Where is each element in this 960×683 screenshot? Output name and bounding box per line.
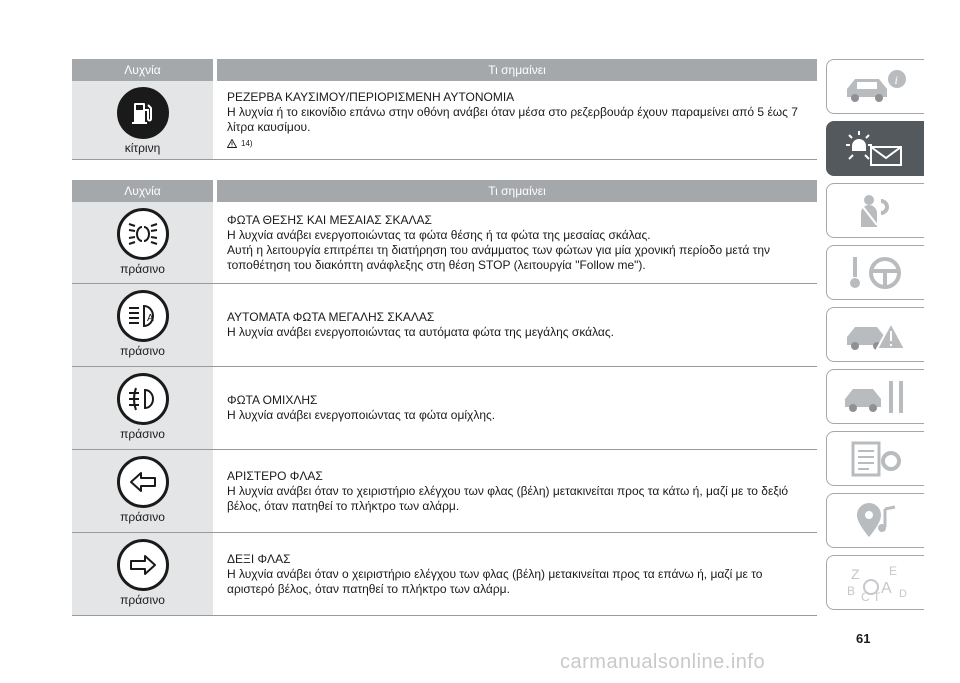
- lamp-cell: [72, 202, 213, 283]
- table-header: [72, 59, 817, 81]
- row-title: ΑΡΙΣΤΕΡΟ ΦΛΑΣ: [227, 468, 323, 483]
- row-title: ΑΥΤΟΜΑΤΑ ΦΩΤΑ ΜΕΓΑΛΗΣ ΣΚΑΛΑΣ: [227, 310, 435, 324]
- meaning-cell: [217, 81, 817, 159]
- header-lamp: Λυχνία: [124, 184, 161, 198]
- header-lamp: Λυχνία: [124, 63, 161, 77]
- svg-text:B: B: [846, 583, 855, 598]
- svg-text:A: A: [880, 579, 892, 597]
- row-title: ΔΕΞΙ ΦΛΑΣ: [227, 551, 291, 566]
- meaning-cell: [217, 202, 817, 283]
- svg-text:A: A: [146, 313, 154, 324]
- row-text-2: Αυτή η λειτουργία επιτρέπει τη διατήρηση του ανάμματος των φώτων για μία χρονική περίοδο μετά την τοποθέτηση του διακόπτη ανάφλεξης στη θέση STOP (λειτουργία "Follow me").: [227, 242, 771, 272]
- lamp-color: κίτρινη: [124, 141, 161, 155]
- steering-wheel-key-icon: [841, 253, 911, 293]
- row-text: Η λυχνία ανάβει ενεργοποιώντας τα αυτόματα φώτα της μεγάλης σκάλας.: [227, 325, 614, 339]
- car-accident-icon: [841, 315, 911, 355]
- page-number: 61: [856, 631, 871, 646]
- lamp-color: πράσινο: [120, 427, 165, 441]
- table-row: [72, 533, 817, 616]
- multimedia-navigation-icon: [841, 501, 911, 541]
- row-text: Η λυχνία ανάβει ενεργοποιώντας τα φώτα θέσης ή τα φώτα της μεσαίας σκάλας.: [227, 227, 651, 242]
- row-text: Η λυχνία ανάβει όταν ο χειριστήριο ελέγχου των φλας (βέλη) μετακινείται προς τα επάνω ή, μαζί με το αριστερό βέλος, όταν πατηθεί το πλήκτρο των αλάρμ.: [227, 566, 763, 596]
- svg-text:Z: Z: [850, 565, 860, 582]
- right-arrow-icon: [117, 539, 169, 591]
- lamp-color: πράσινο: [120, 262, 165, 276]
- table-row: [72, 202, 817, 284]
- tab-car-info[interactable]: [826, 59, 924, 114]
- svg-text:C: C: [860, 589, 870, 603]
- tab-multimedia[interactable]: [826, 493, 924, 548]
- tab-safety[interactable]: [826, 183, 924, 238]
- svg-text:i: i: [894, 72, 898, 87]
- meaning-cell: [217, 450, 817, 532]
- lamp-cell: [72, 81, 213, 159]
- row-text: Η λυχνία ανάβει ενεργοποιώντας τα φώτα ομίχλης.: [227, 408, 496, 422]
- seatbelt-airbag-icon: [841, 191, 911, 231]
- header-meaning: Τι σημαίνει: [488, 63, 546, 77]
- row-text: Η λυχνία ή το εικονίδιο επάνω στην οθόνη ανάβει όταν μέσα στο ρεζερβουάρ έχουν παραμείνει από 5 έως 7 λίτρα καυσίμου.: [227, 104, 798, 134]
- warning-lights-table-1: [72, 59, 817, 160]
- car-service-tools-icon: [841, 377, 911, 417]
- alphabetical-index-icon: [841, 563, 911, 603]
- lamp-color: πράσινο: [120, 593, 165, 607]
- note-number: 14): [241, 138, 253, 148]
- meaning-cell: [217, 367, 817, 449]
- lamp-cell: [72, 367, 213, 449]
- warning-lights-table-2: [72, 180, 817, 616]
- tab-starting-driving[interactable]: [826, 245, 924, 300]
- table-row: [72, 81, 817, 160]
- watermark: carmanualsonline.info: [560, 651, 766, 673]
- low-beam-icon: [117, 208, 169, 260]
- chapter-tabs: [826, 59, 924, 617]
- meaning-cell: [217, 533, 817, 615]
- tab-emergency[interactable]: [826, 307, 924, 362]
- left-arrow-icon: [117, 456, 169, 508]
- svg-text:E: E: [888, 563, 897, 578]
- caution-icon: [227, 139, 237, 148]
- note-reference: [227, 136, 809, 151]
- lamp-color: πράσινο: [120, 510, 165, 524]
- svg-text:T: T: [872, 589, 880, 603]
- row-title: ΡΕΖΕΡΒΑ ΚΑΥΣΙΜΟΥ/ΠΕΡΙΟΡΙΣΜΕΝΗ ΑΥΤΟΝΟΜΙΑ: [227, 89, 515, 104]
- row-title: ΦΩΤΑ ΘΕΣΗΣ ΚΑΙ ΜΕΣΑΙΑΣ ΣΚΑΛΑΣ: [227, 212, 432, 227]
- header-meaning: Τι σημαίνει: [488, 184, 546, 198]
- fuel-pump-icon: [117, 87, 169, 139]
- fog-light-icon: [117, 373, 169, 425]
- tab-technical-data[interactable]: [826, 431, 924, 486]
- row-text: Η λυχνία ανάβει όταν το χειριστήριο ελέγχου των φλας (βέλη) μετακινείται προς τα κάτω ή, μαζί με το δεξιό βέλος, όταν πατηθεί το πλήκτρο των αλάρμ.: [227, 483, 789, 513]
- tab-index[interactable]: [826, 555, 924, 610]
- lamp-cell: [72, 533, 213, 615]
- svg-text:D: D: [898, 587, 907, 600]
- tab-servicing[interactable]: [826, 369, 924, 424]
- table-header: [72, 180, 817, 202]
- meaning-cell: [217, 284, 817, 366]
- technical-data-icon: [841, 439, 911, 479]
- table-row: [72, 367, 817, 450]
- lamp-cell: [72, 284, 213, 366]
- table-row: [72, 284, 817, 367]
- car-info-icon: [841, 67, 911, 107]
- tab-warning-lights[interactable]: [826, 121, 924, 176]
- lamp-color: πράσινο: [120, 344, 165, 358]
- auto-high-beam-icon: [117, 290, 169, 342]
- lamp-cell: [72, 450, 213, 532]
- row-title: ΦΩΤΑ ΟΜΙΧΛΗΣ: [227, 393, 318, 407]
- warning-light-message-icon: [841, 129, 911, 169]
- table-row: [72, 450, 817, 533]
